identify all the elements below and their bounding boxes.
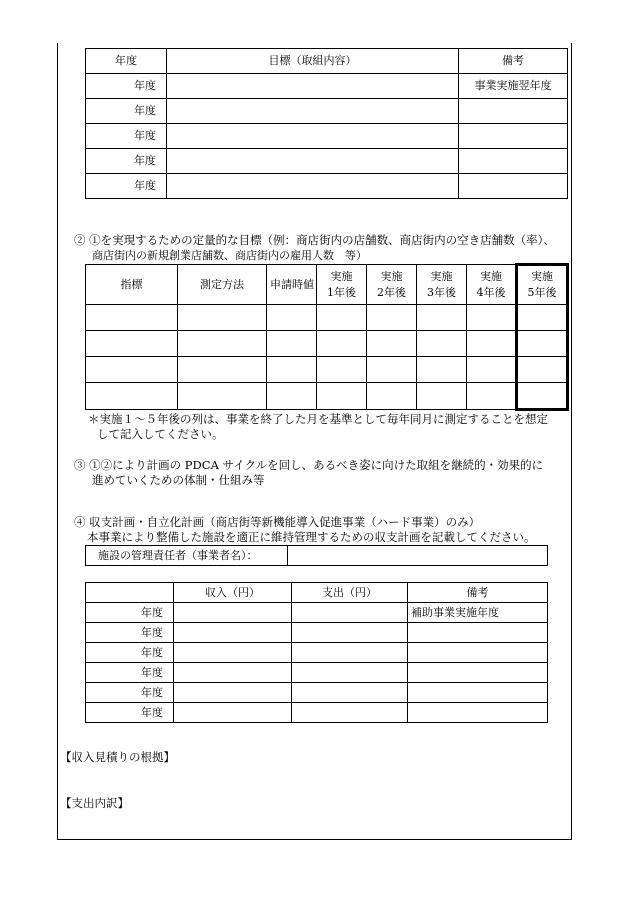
- expense-cell[interactable]: [292, 703, 408, 723]
- year-5-cell[interactable]: [517, 331, 568, 357]
- measurement-note-cont: して記入してください。: [97, 427, 224, 441]
- year-cell: 年度: [86, 623, 174, 643]
- income-expense-header: [86, 583, 548, 603]
- table-row: [86, 663, 548, 683]
- year-cell: 年度: [86, 74, 167, 99]
- facility-manager-field[interactable]: [288, 546, 548, 566]
- year-2-cell[interactable]: [367, 305, 417, 331]
- year-2-cell[interactable]: [367, 383, 417, 410]
- table-row: [86, 683, 548, 703]
- initial-value-cell[interactable]: [267, 331, 317, 357]
- header-blank: [86, 583, 174, 603]
- method-cell[interactable]: [178, 305, 267, 331]
- remarks-cell[interactable]: [459, 149, 568, 174]
- year-cell: 年度: [86, 124, 167, 149]
- year-2-cell[interactable]: [367, 357, 417, 383]
- initial-value-cell[interactable]: [267, 357, 317, 383]
- header-year-2: 実施 2年後: [367, 265, 417, 305]
- header-method: 測定方法: [178, 265, 267, 305]
- goal-cell[interactable]: [167, 174, 459, 199]
- section3-heading: ③ ①②により計画の PDCA サイクルを回し、あるべき姿に向けた取組を継続的・効果的に: [74, 458, 544, 472]
- header-indicator: 指標: [86, 265, 178, 305]
- goal-cell[interactable]: [167, 149, 459, 174]
- goal-cell[interactable]: [167, 124, 459, 149]
- income-expense-table: [85, 582, 548, 723]
- income-cell[interactable]: [174, 683, 292, 703]
- income-basis-label: 【収入見積りの根拠】: [60, 750, 175, 764]
- year-4-cell[interactable]: [467, 331, 517, 357]
- year-1-cell[interactable]: [317, 357, 367, 383]
- header-remarks: 備考: [459, 49, 568, 74]
- header-year-3: 実施 3年後: [417, 265, 467, 305]
- facility-manager-row: [86, 546, 548, 566]
- initial-value-cell[interactable]: [267, 305, 317, 331]
- method-cell[interactable]: [178, 331, 267, 357]
- table-row: [86, 623, 548, 643]
- table-row: [86, 603, 548, 623]
- year-cell: 年度: [86, 663, 174, 683]
- goal-cell[interactable]: [167, 99, 459, 124]
- table-row: [86, 331, 568, 357]
- goals-table: [85, 48, 568, 199]
- indicator-cell[interactable]: [86, 305, 178, 331]
- method-cell[interactable]: [178, 383, 267, 410]
- remarks-cell[interactable]: [408, 623, 548, 643]
- year-2-cell[interactable]: [367, 331, 417, 357]
- header-expense: 支出（円）: [292, 583, 408, 603]
- year-5-cell[interactable]: [517, 357, 568, 383]
- year-3-cell[interactable]: [417, 383, 467, 410]
- year-3-cell[interactable]: [417, 305, 467, 331]
- header-year-1: 実施 1年後: [317, 265, 367, 305]
- header-income: 収入（円）: [174, 583, 292, 603]
- indicator-cell[interactable]: [86, 383, 178, 410]
- year-4-cell[interactable]: [467, 383, 517, 410]
- year-3-cell[interactable]: [417, 357, 467, 383]
- header-year-5: 実施 5年後: [517, 265, 568, 305]
- section2-heading-cont: 商店街内の新規創業店舗数、商店街内の雇用人数 等）: [92, 249, 367, 262]
- income-cell[interactable]: [174, 643, 292, 663]
- quantitative-targets-table: [85, 263, 569, 411]
- expense-cell[interactable]: [292, 623, 408, 643]
- section4-heading: ④ 収支計画・自立化計画（商店街等新機能導入促進事業（ハード事業）のみ）: [74, 515, 481, 529]
- goals-table-header: [86, 49, 568, 74]
- section2-heading: ② ①を実現するための定量的な目標（例：商店街内の店舗数、商店街内の空き店舗数（率）、: [74, 233, 555, 247]
- method-cell[interactable]: [178, 357, 267, 383]
- section4-description: 本事業により整備した施設を適正に維持管理するための収支計画を記載してください。: [87, 530, 536, 544]
- income-cell[interactable]: [174, 663, 292, 683]
- year-4-cell[interactable]: [467, 357, 517, 383]
- remarks-cell[interactable]: [459, 124, 568, 149]
- header-year-4: 実施 4年後: [467, 265, 517, 305]
- table-row: [86, 703, 548, 723]
- expense-cell[interactable]: [292, 663, 408, 683]
- facility-manager-table: [85, 545, 548, 566]
- remarks-cell[interactable]: [408, 703, 548, 723]
- goal-cell[interactable]: [167, 74, 459, 99]
- income-cell[interactable]: [174, 623, 292, 643]
- table-row: [86, 124, 568, 149]
- year-5-cell[interactable]: [517, 383, 568, 410]
- remarks-cell[interactable]: [408, 683, 548, 703]
- table-row: [86, 174, 568, 199]
- header-remarks: 備考: [408, 583, 548, 603]
- year-1-cell[interactable]: [317, 305, 367, 331]
- remarks-cell[interactable]: [459, 99, 568, 124]
- header-goal: 目標（取組内容）: [167, 49, 459, 74]
- year-cell: 年度: [86, 174, 167, 199]
- year-cell: 年度: [86, 643, 174, 663]
- indicator-cell[interactable]: [86, 331, 178, 357]
- measurement-note: ＊実施１～５年後の列は、事業を終了した月を基準として毎年同月に測定することを想定: [88, 412, 548, 426]
- facility-manager-label: 施設の管理責任者（事業者名）：: [86, 546, 288, 566]
- year-5-cell[interactable]: [517, 305, 568, 331]
- income-cell[interactable]: [174, 603, 292, 623]
- header-initial-value: 申請時値: [267, 265, 317, 305]
- table-row: [86, 149, 568, 174]
- income-cell[interactable]: [174, 703, 292, 723]
- table-row: [86, 357, 568, 383]
- year-cell: 年度: [86, 149, 167, 174]
- year-cell: 年度: [86, 99, 167, 124]
- year-4-cell[interactable]: [467, 305, 517, 331]
- section3-heading-cont: 進めていくための体制・仕組み等: [92, 473, 265, 487]
- expense-breakdown-label: 【支出内訳】: [60, 796, 129, 810]
- year-cell: 年度: [86, 703, 174, 723]
- year-cell: 年度: [86, 683, 174, 703]
- initial-value-cell[interactable]: [267, 383, 317, 410]
- expense-cell[interactable]: [292, 603, 408, 623]
- remarks-cell[interactable]: 事業実施翌年度: [459, 74, 568, 99]
- table-row: [86, 305, 568, 331]
- table-row: [86, 383, 568, 410]
- remarks-cell[interactable]: 補助事業実施年度: [408, 603, 548, 623]
- year-cell: 年度: [86, 603, 174, 623]
- table-row: [86, 74, 568, 99]
- year-1-cell[interactable]: [317, 383, 367, 410]
- remarks-cell[interactable]: [408, 643, 548, 663]
- table-row: [86, 99, 568, 124]
- remarks-cell[interactable]: [408, 663, 548, 683]
- year-1-cell[interactable]: [317, 331, 367, 357]
- year-3-cell[interactable]: [417, 331, 467, 357]
- expense-cell[interactable]: [292, 643, 408, 663]
- indicator-cell[interactable]: [86, 357, 178, 383]
- targets-table-header: [86, 265, 568, 305]
- header-year: 年度: [86, 49, 167, 74]
- table-row: [86, 643, 548, 663]
- expense-cell[interactable]: [292, 683, 408, 703]
- remarks-cell[interactable]: [459, 174, 568, 199]
